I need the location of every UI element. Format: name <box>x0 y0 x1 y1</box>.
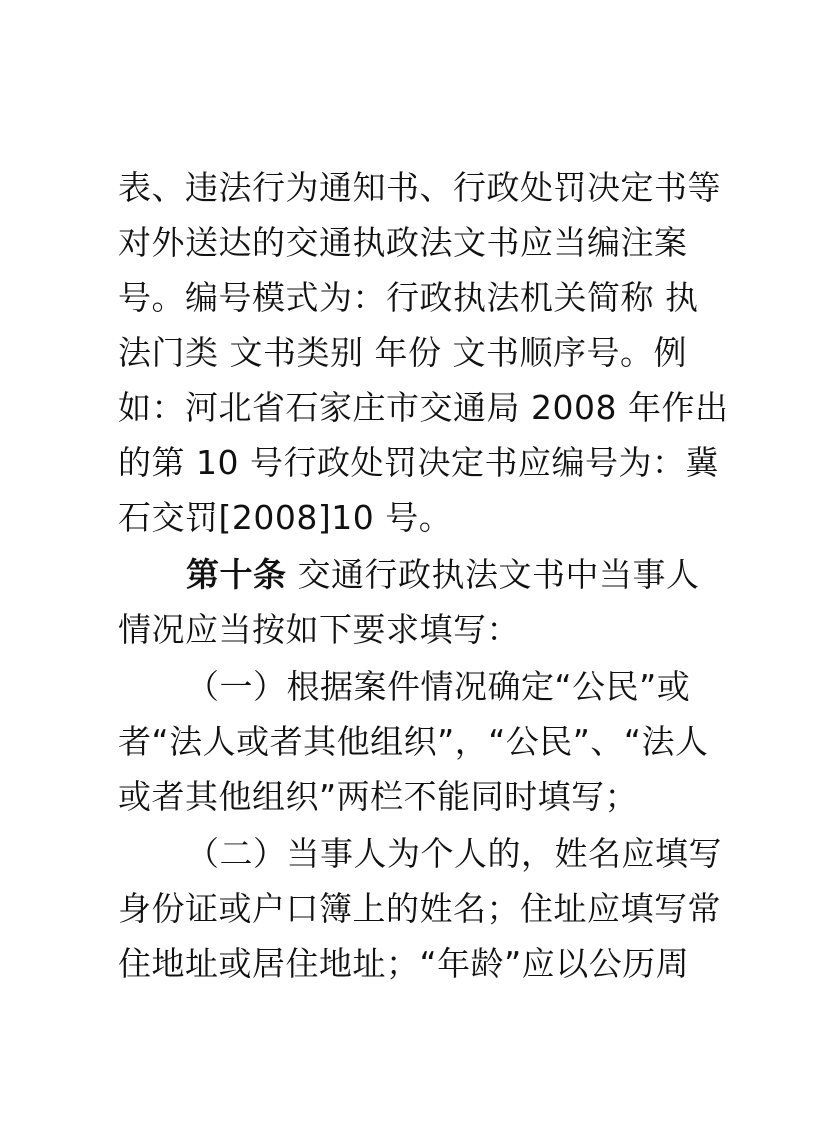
body-line-7: 石交罚[2008]10 号。 <box>118 498 453 537</box>
article-title: 第十条 <box>186 555 287 594</box>
item1-line-2: 者“法人或者其他组织”，“公民”、“法人 <box>118 722 709 761</box>
item2-line-2: 身份证或户口簿上的姓名；住址应填写常 <box>118 889 721 928</box>
article-heading-line <box>186 555 786 595</box>
item2-line-1: （二）当事人为个人的，姓名应填写 <box>186 834 722 873</box>
item1-line-3: 或者其他组织”两栏不能同时填写； <box>118 777 639 816</box>
body-line-4: 法门类 文书类别 年份 文书顺序号。例 <box>118 333 687 372</box>
item2-line-3: 住地址或居住地址；“年龄”应以公历周 <box>118 944 690 983</box>
item1-line-1: （一）根据案件情况确定“公民”或 <box>186 667 691 706</box>
body-line-6: 的第 10 号行政处罚决定书应编号为：冀 <box>118 443 719 482</box>
body-line-1: 表、违法行为通知书、行政处罚决定书等 <box>118 168 721 207</box>
body-line-5: 如：河北省石家庄市交通局 2008 年作出 <box>118 388 729 427</box>
body-line-3: 号。编号模式为：行政执法机关简称 执 <box>118 278 699 317</box>
body-line-2: 对外送达的交通执政法文书应当编注案 <box>118 223 688 262</box>
article-text: 交通行政执法文书中当事人 <box>286 555 700 594</box>
article-line-2: 情况应当按如下要求填写： <box>118 610 520 649</box>
